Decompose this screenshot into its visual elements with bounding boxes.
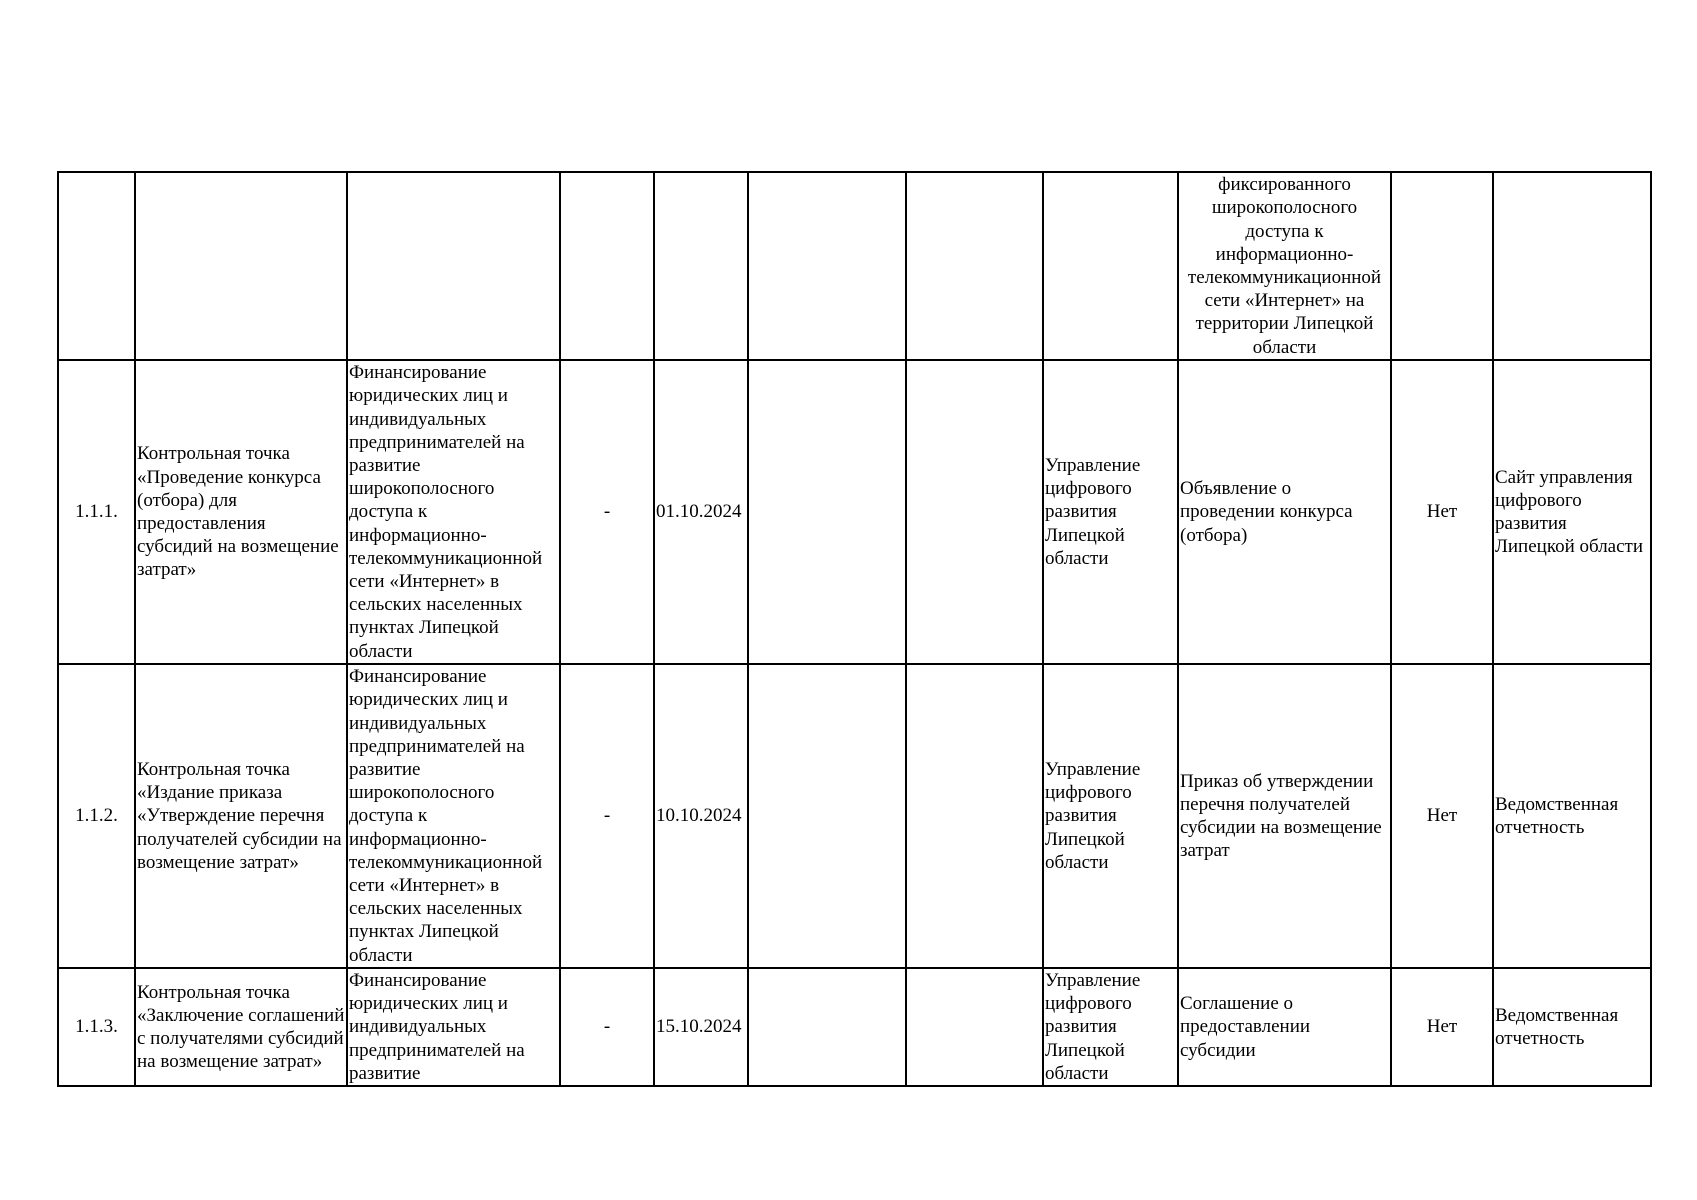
cell-responsible (1043, 172, 1178, 360)
cell-num: 1.1.2. (58, 664, 135, 968)
cell-gis (1391, 172, 1493, 360)
cell-end: 15.10.2024 (654, 968, 748, 1086)
cell-empty-2 (906, 360, 1043, 664)
cell-empty-1 (748, 360, 906, 664)
cell-responsible: Управление цифрового развития Липецкой области (1043, 360, 1178, 664)
cell-empty-2 (906, 968, 1043, 1086)
table-row (58, 664, 1651, 968)
cell-event: Финансирование юридических лиц и индивидуальных предпринимателей на развитие (347, 968, 560, 1086)
cell-document: Объявление о проведении конкурса (отбора) (1178, 360, 1391, 664)
control-points-table (57, 171, 1652, 1087)
cell-source: Ведомственная отчетность (1493, 968, 1651, 1086)
cell-start: - (560, 968, 654, 1086)
cell-gis: Нет (1391, 664, 1493, 968)
table-row (58, 360, 1651, 664)
cell-responsible: Управление цифрового развития Липецкой области (1043, 664, 1178, 968)
cell-gis: Нет (1391, 968, 1493, 1086)
cell-empty-1 (748, 664, 906, 968)
cell-source (1493, 172, 1651, 360)
cell-source: Сайт управления цифрового развития Липецкой области (1493, 360, 1651, 664)
cell-end: 01.10.2024 (654, 360, 748, 664)
cell-empty-2 (906, 664, 1043, 968)
table-row (58, 968, 1651, 1086)
cell-name: Контрольная точка «Проведение конкурса (отбора) для предоставления субсидий на возмещение затрат» (135, 360, 347, 664)
cell-document: Приказ об утверждении перечня получателей субсидии на возмещение затрат (1178, 664, 1391, 968)
cell-result: фиксированного широкополосного доступа к информационно-телекоммуникационной сети «Интернет» на территории Липецкой области (1178, 172, 1391, 360)
cell-event (347, 172, 560, 360)
cell-event: Финансирование юридических лиц и индивидуальных предпринимателей на развитие широкополосного доступа к информационно-телекоммуникационной сети «Интернет» в сельских населенных пунктах Липецкой области (347, 360, 560, 664)
cell-start: - (560, 360, 654, 664)
table-row-carry-over (58, 172, 1651, 360)
cell-num: 1.1.3. (58, 968, 135, 1086)
cell-start: - (560, 664, 654, 968)
cell-name: Контрольная точка «Заключение соглашений с получателями субсидий на возмещение затрат» (135, 968, 347, 1086)
cell-responsible: Управление цифрового развития Липецкой области (1043, 968, 1178, 1086)
cell-start (560, 172, 654, 360)
cell-empty-2 (906, 172, 1043, 360)
cell-event: Финансирование юридических лиц и индивидуальных предпринимателей на развитие широкополосного доступа к информационно-телекоммуникационной сети «Интернет» в сельских населенных пунктах Липецкой области (347, 664, 560, 968)
cell-num: 1.1.1. (58, 360, 135, 664)
cell-end (654, 172, 748, 360)
cell-empty-1 (748, 172, 906, 360)
cell-document: Соглашение о предоставлении субсидии (1178, 968, 1391, 1086)
cell-end: 10.10.2024 (654, 664, 748, 968)
cell-name (135, 172, 347, 360)
cell-name: Контрольная точка «Издание приказа «Утверждение перечня получателей субсидии на возмещение затрат» (135, 664, 347, 968)
cell-empty-1 (748, 968, 906, 1086)
cell-gis: Нет (1391, 360, 1493, 664)
cell-num (58, 172, 135, 360)
cell-source: Ведомственная отчетность (1493, 664, 1651, 968)
